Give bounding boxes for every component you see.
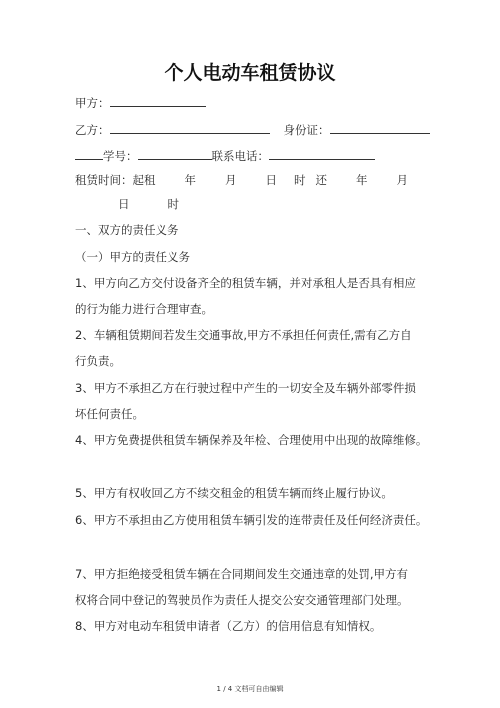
student-id-blank[interactable]	[138, 149, 212, 160]
party-b-line	[75, 122, 430, 138]
student-phone-line	[75, 148, 375, 164]
leading-blank[interactable]	[75, 149, 103, 160]
id-card-blank[interactable]	[330, 123, 430, 134]
rental-hour: 时	[294, 173, 306, 187]
rental-time-label: 租赁时间：起租	[75, 173, 156, 187]
return-hour: 时	[167, 197, 179, 211]
section-heading: 一、双方的责任义务	[75, 223, 179, 237]
rental-year: 年	[184, 173, 196, 187]
clause-5: 5、甲方有权收回乙方不续交租金的租赁车辆而终止履行协议。	[75, 486, 393, 500]
rental-month: 月	[225, 173, 237, 187]
clause-3-line-1: 3、甲方不承担乙方在行驶过程中产生的一切安全及车辆外部零件损	[75, 381, 416, 395]
clause-2-line-2: 行负责。	[75, 354, 121, 368]
party-a-label: 甲方：	[75, 96, 110, 110]
clause-7-line-1: 7、甲方拒绝接受租赁车辆在合同期间发生交通违章的处罚,甲方有	[75, 567, 408, 581]
clause-2-line-1: 2、车辆租赁期间若发生交通事故,甲方不承担任何责任,需有乙方自	[75, 328, 412, 342]
document-title: 个人电动车租赁协议	[164, 62, 336, 84]
student-id-label: 学号：	[103, 149, 138, 163]
party-a-line	[75, 95, 206, 111]
party-a-blank[interactable]	[110, 96, 206, 107]
party-b-blank[interactable]	[110, 123, 270, 134]
clause-8: 8、甲方对电动车租赁申请者（乙方）的信用信息有知情权。	[75, 619, 382, 633]
return-month: 月	[396, 173, 408, 187]
clause-1-line-1: 1、甲方向乙方交付设备齐全的租赁车辆，并对承租人是否具有相应	[75, 276, 416, 290]
clause-4: 4、甲方免费提供租赁车辆保养及年检、合理使用中出现的故障维修。	[75, 433, 428, 447]
phone-blank[interactable]	[269, 149, 375, 160]
page-footer: 1 / 4 文档可自由编辑	[216, 685, 284, 693]
rental-time-line-2	[118, 196, 179, 212]
party-b-label: 乙方：	[75, 123, 110, 137]
clause-7-line-2: 权将合同中登记的驾驶员作为责任人提交公安交通管理部门处理。	[75, 593, 409, 607]
clause-6: 6、甲方不承担由乙方使用租赁车辆引发的连带责任及任何经济责任。	[75, 513, 428, 527]
rental-day: 日	[265, 173, 277, 187]
clause-1-line-2: 的行为能力进行合理审查。	[75, 302, 213, 316]
rental-return: 还	[315, 173, 327, 187]
return-day: 日	[118, 197, 130, 211]
phone-label: 联系电话：	[211, 149, 269, 163]
clause-3-line-2: 坏任何责任。	[75, 407, 144, 421]
id-card-label: 身份证：	[283, 123, 330, 137]
subsection-heading: （一）甲方的责任义务	[75, 250, 190, 264]
return-year: 年	[356, 173, 368, 187]
rental-time-line	[75, 172, 408, 188]
